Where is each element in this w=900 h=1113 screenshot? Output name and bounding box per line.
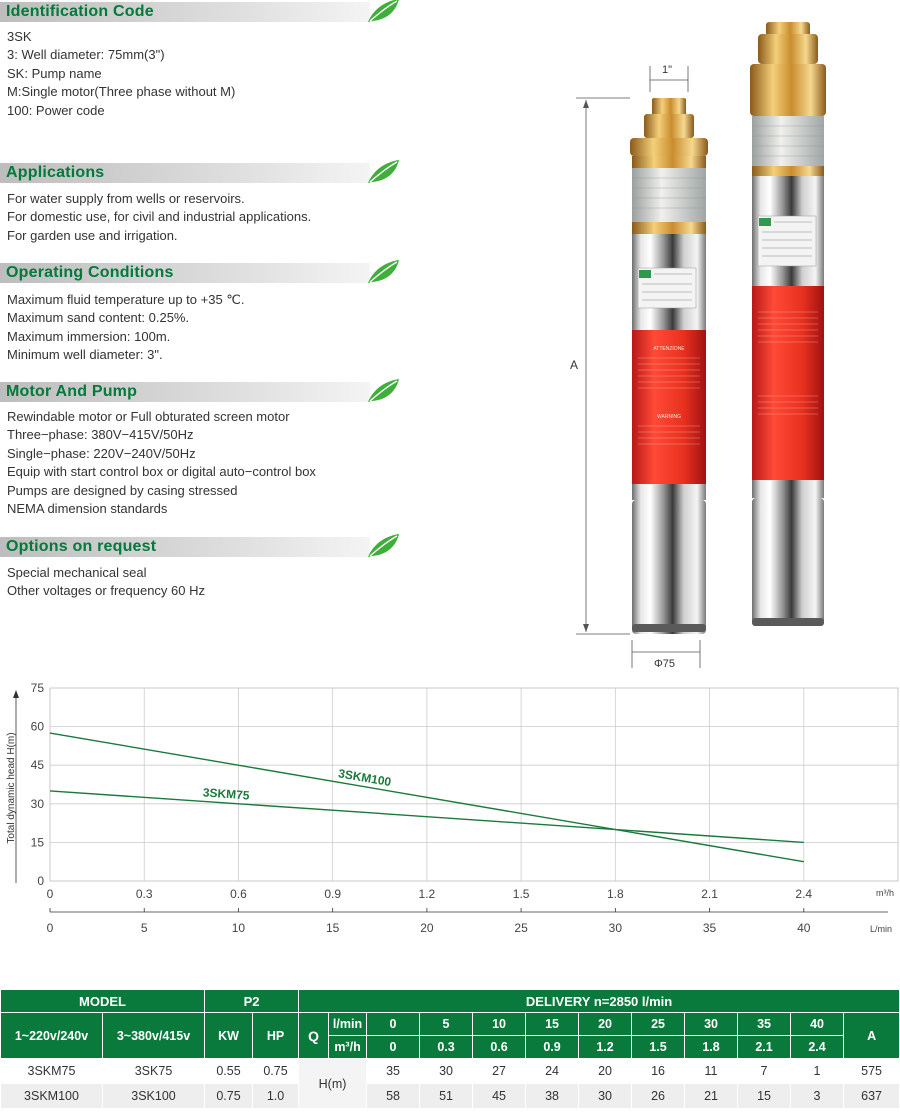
a-header: A [844,1013,900,1059]
section-line: Maximum sand content: 0.25%. [7,310,190,326]
section-line: SK: Pump name [7,65,102,81]
x-tick-label: 2.4 [795,887,813,901]
section-line: Minimum well diameter: 3". [7,347,163,363]
lmin-cell: 40 [791,1013,844,1036]
performance-chart [0,678,900,938]
y-axis-arrow-icon [13,690,19,698]
pump-label-warning: WARNING [657,414,681,420]
voltage-three-header: 3~380v/415v [103,1013,205,1059]
lmin-cell: 0 [367,1013,420,1036]
section-line: Single−phase: 220V−240V/50Hz [7,445,196,461]
head-cell: 24 [526,1059,579,1084]
model-header: MODEL [1,990,205,1013]
model-single-cell: 3SKM100 [1,1084,103,1109]
spec-table [0,989,900,1109]
pump-left [630,98,708,634]
secondary-x-tick-label: 35 [702,921,717,935]
y-tick-label: 30 [30,796,44,811]
y-tick-label: 75 [30,681,44,695]
section-header-motor [0,380,398,404]
head-cell: 30 [579,1084,632,1109]
secondary-x-tick-label: 10 [231,921,246,935]
secondary-x-tick-label: 30 [608,921,623,935]
section-body-identification [7,28,235,120]
delivery-header: DELIVERY n=2850 l/min [299,990,900,1013]
hp-cell: 0.75 [253,1059,299,1084]
q-unit-m3h: m³/h [329,1036,367,1059]
lmin-cell: 5 [420,1013,473,1036]
head-cell: 35 [367,1059,420,1084]
head-cell: 38 [526,1084,579,1109]
leaf-icon [366,159,400,185]
head-cell: 3 [791,1084,844,1109]
section-line: Special mechanical seal [7,565,147,580]
m3h-cell: 1.5 [632,1036,685,1059]
m3h-cell: 0 [367,1036,420,1059]
section-title: Motor And Pump [6,383,138,400]
section-line: Maximum fluid temperature up to +35 ℃. [7,292,245,307]
dim-diameter-label: Φ75 [654,658,676,670]
section-header-applications [0,161,398,185]
m3h-cell: 2.4 [791,1036,844,1059]
y-axis-label: Total dynamic head H(m) [6,732,17,844]
kw-header: KW [205,1013,253,1059]
section-line: 3SK [7,29,32,44]
section-line: Equip with start control box or digital auto−control box [7,464,316,480]
section-title: Identification Code [6,3,154,20]
x-axis-unit-m3h: m³/h [876,888,894,898]
kw-cell: 0.75 [205,1084,253,1109]
lmin-cell: 25 [632,1013,685,1036]
section-header-operating [0,261,398,285]
table-row [1,1084,900,1109]
head-cell: 30 [420,1059,473,1084]
section-line: For garden use and irrigation. [7,227,178,243]
m3h-cell: 1.2 [579,1036,632,1059]
section-body-motor [7,408,316,518]
section-line: Other voltages or frequency 60 Hz [7,583,205,599]
pump-label-attention: ATTENZIONE [653,346,685,352]
head-cell: 21 [685,1084,738,1109]
section-line: Rewindable motor or Full obturated screen motor [7,409,290,424]
a-cell: 637 [844,1084,900,1109]
section-line: NEMA dimension standards [7,501,168,517]
kw-cell: 0.55 [205,1059,253,1084]
section-title: Applications [6,164,105,181]
y-tick-label: 60 [30,719,44,734]
leaf-icon [366,533,400,559]
leaf-icon [366,259,400,285]
section-title: Operating Conditions [6,264,174,281]
x-tick-label: 0 [46,887,54,901]
pump-illustration [570,20,900,680]
hp-cell: 1.0 [253,1084,299,1109]
x-tick-label: 0.6 [230,887,247,901]
m3h-cell: 2.1 [738,1036,791,1059]
section-line: For domestic use, for civil and industrial applications. [7,209,312,225]
head-cell: 15 [738,1084,791,1109]
plot-area [50,688,898,881]
leaf-icon [366,0,400,24]
secondary-x-tick-label: 5 [140,921,148,935]
model-three-cell: 3SK100 [103,1084,205,1109]
y-tick-label: 45 [30,758,44,773]
section-line: 3: Well diameter: 75mm(3") [7,47,165,63]
p2-header: P2 [205,990,299,1013]
head-cell: 26 [632,1084,685,1109]
dim-height-label: A [570,358,579,372]
section-line: 100: Power code [7,102,105,118]
model-three-cell: 3SK75 [103,1059,205,1084]
leaf-icon [366,378,400,404]
section-line: Three−phase: 380V−415V/50Hz [7,427,194,443]
section-line: Maximum immersion: 100m. [7,328,171,344]
section-body-options [7,564,205,601]
lmin-cell: 35 [738,1013,791,1036]
model-single-cell: 3SKM75 [1,1059,103,1084]
series-label: 3SKM100 [337,766,393,790]
head-cell: 51 [420,1084,473,1109]
section-line: M:Single motor(Three phase without M) [7,84,236,100]
secondary-x-tick-label: 25 [514,921,528,935]
section-body-operating [7,291,245,365]
dim-outlet-label: 1" [662,64,673,76]
section-line: Pumps are designed by casing stressed [7,482,238,498]
x-tick-label: 1.5 [512,887,530,901]
head-cell: 58 [367,1084,420,1109]
secondary-x-tick-label: 15 [325,921,340,935]
x-tick-label: 0.3 [135,887,153,901]
head-cell: 27 [473,1059,526,1084]
voltage-single-header: 1~220v/240v [1,1013,103,1059]
secondary-x-tick-label: 20 [420,921,434,935]
m3h-cell: 0.3 [420,1036,473,1059]
x-tick-label: 0.9 [324,887,342,901]
pump-drawing [570,20,900,680]
head-label-cell: H(m) [299,1059,367,1109]
head-cell: 16 [632,1059,685,1084]
hp-header: HP [253,1013,299,1059]
x-axis-unit-lmin: L/min [870,924,893,934]
a-cell: 575 [844,1059,900,1084]
lmin-cell: 15 [526,1013,579,1036]
m3h-cell: 0.9 [526,1036,579,1059]
section-title: Options on request [6,538,157,555]
m3h-cell: 0.6 [473,1036,526,1059]
table-row [1,1059,900,1084]
lmin-cell: 30 [685,1013,738,1036]
x-tick-label: 2.1 [701,887,718,901]
lmin-cell: 20 [579,1013,632,1036]
head-cell: 7 [738,1059,791,1084]
y-tick-label: 15 [30,835,44,850]
pump-right [750,22,826,626]
q-unit-lmin: l/min [329,1013,367,1036]
q-header: Q [299,1013,329,1059]
lmin-cell: 10 [473,1013,526,1036]
section-header-options [0,535,398,559]
secondary-x-tick-label: 40 [797,921,811,935]
series-label: 3SKM75 [202,785,250,803]
section-body-applications [7,190,311,245]
section-header-identification [0,0,398,24]
head-cell: 20 [579,1059,632,1084]
x-tick-label: 1.8 [606,887,624,901]
y-tick-label: 0 [37,874,44,888]
section-line: For water supply from wells or reservoirs. [7,191,245,206]
head-cell: 1 [791,1059,844,1084]
m3h-cell: 1.8 [685,1036,738,1059]
head-cell: 11 [685,1059,738,1084]
secondary-x-tick-label: 0 [46,921,54,935]
x-tick-label: 1.2 [418,887,436,901]
head-cell: 45 [473,1084,526,1109]
